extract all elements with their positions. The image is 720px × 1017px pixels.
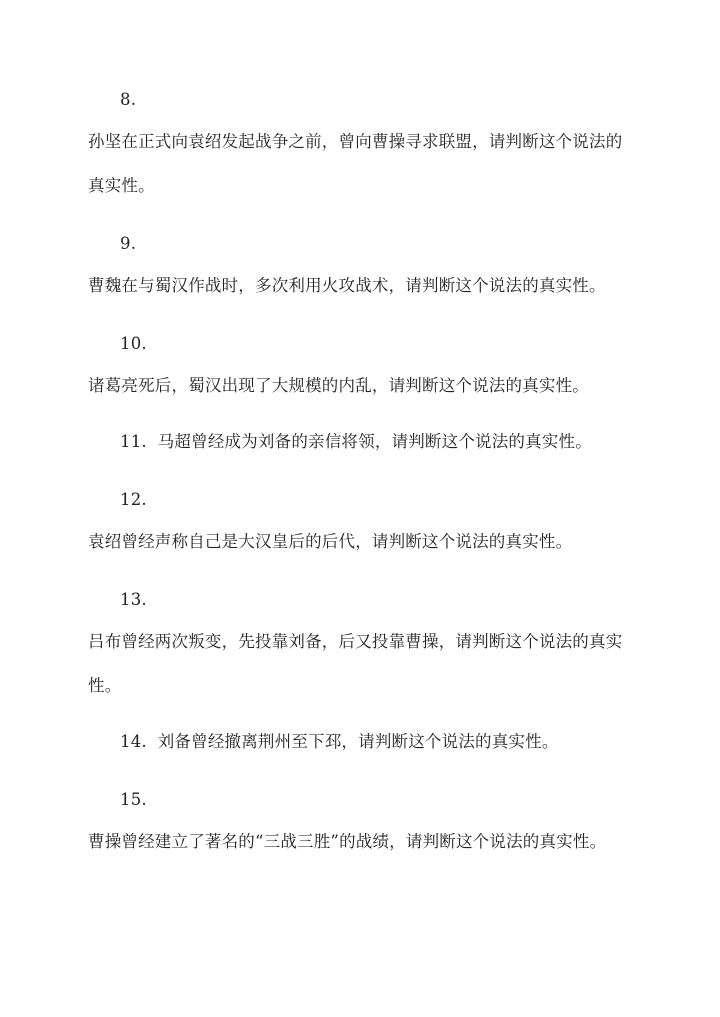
question-text-11: 马超曾经成为刘备的亲信将领，请判断这个说法的真实性。: [157, 432, 592, 451]
question-text-8-line-2: 真实性。: [88, 176, 155, 195]
question-text-15: 曹操曾经建立了著名的“三战三胜”的战绩，请判断这个说法的真实性。: [88, 832, 607, 851]
question-text-9: 曹魏在与蜀汉作战时，多次利用火攻战术，请判断这个说法的真实性。: [88, 276, 606, 295]
question-number-9: 9.: [120, 234, 137, 253]
question-text-13-line-1: 吕布曾经两次叛变，先投靠刘备，后又投靠曹操，请判断这个说法的真实: [88, 632, 623, 651]
question-number-13: 13.: [120, 590, 147, 609]
question-text-14: 刘备曾经撤离荆州至下邳，请判断这个说法的真实性。: [157, 732, 559, 751]
question-text-12: 袁绍曾经声称自己是大汉皇后的后代，请判断这个说法的真实性。: [88, 532, 573, 551]
question-number-11: 11.: [120, 432, 147, 451]
question-number-10: 10.: [120, 334, 147, 353]
question-text-8-line-1: 孙坚在正式向袁绍发起战争之前，曾向曹操寻求联盟，请判断这个说法的: [88, 132, 623, 151]
question-text-10: 诸葛亮死后，蜀汉出现了大规模的内乱，请判断这个说法的真实性。: [88, 376, 589, 395]
question-14: [120, 730, 660, 754]
question-number-14: 14.: [120, 732, 147, 751]
question-number-15: 15.: [120, 790, 147, 809]
question-11: [120, 430, 660, 454]
question-number-8: 8.: [120, 90, 137, 109]
question-text-13-line-2: 性。: [88, 676, 122, 695]
question-number-12: 12.: [120, 490, 147, 509]
